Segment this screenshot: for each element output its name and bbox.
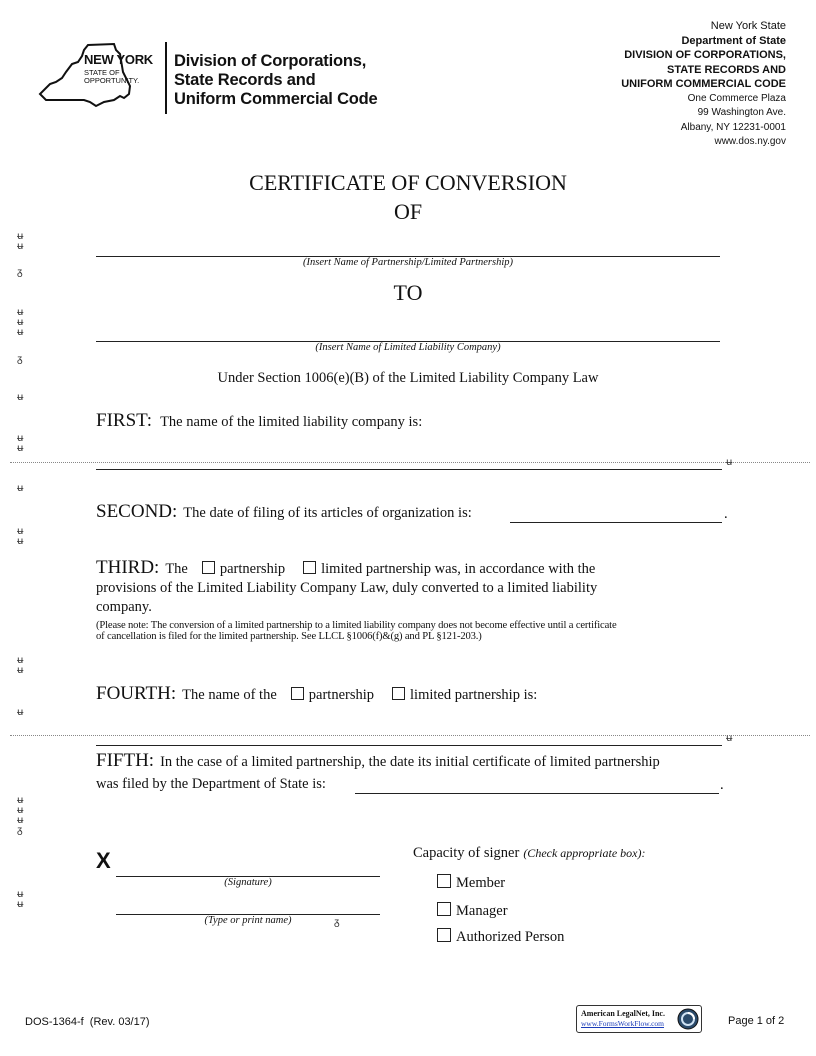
- address-division: DIVISION OF CORPORATIONS,: [624, 49, 786, 61]
- alnet-name: American LegalNet, Inc.: [581, 1009, 665, 1018]
- capacity-hint: (Check appropriate box):: [523, 846, 646, 860]
- third-line-2: provisions of the Limited Liability Company Law, duly converted to a limited liability: [96, 580, 598, 596]
- manager-label: Manager: [456, 903, 508, 919]
- fourth-limited-partnership-label: limited partnership is:: [410, 687, 538, 703]
- logo-opportunity: OPPORTUNITY.: [84, 76, 140, 85]
- margin-mark: ʉ: [726, 457, 733, 468]
- alnet-url[interactable]: www.FormsWorkFlow.com: [581, 1019, 665, 1028]
- signature-label: (Signature): [224, 877, 272, 888]
- logo-divider: [165, 42, 167, 114]
- logo-new-york: NEW YORK: [84, 52, 153, 67]
- second-text: The date of filing of its articles of organization is:: [183, 505, 472, 521]
- second-heading: SECOND:: [96, 501, 178, 522]
- margin-mark: ʉ ʉ: [17, 655, 24, 676]
- third-partnership-checkbox[interactable]: [202, 561, 215, 574]
- address-city: Albany, NY 12231-0001: [680, 121, 786, 133]
- under-section-text: Under Section 1006(e)(B) of the Limited Liability Company Law: [217, 370, 599, 386]
- margin-mark: ᵹ: [17, 354, 23, 365]
- address-street2: 99 Washington Ave.: [697, 107, 786, 118]
- first-heading: FIRST:: [96, 410, 153, 431]
- form-id: DOS-1364-f (Rev. 03/17): [25, 1016, 150, 1028]
- address-street1: One Commerce Plaza: [687, 92, 786, 104]
- capacity-option-member[interactable]: [437, 874, 505, 892]
- third-note-1: (Please note: The conversion of a limited partnership to a limited liability company does not become effective until a certificate: [96, 620, 617, 631]
- third-partnership-label: partnership: [219, 561, 286, 577]
- fourth-partnership-checkbox[interactable]: [291, 687, 304, 700]
- alnet-globe-icon: [677, 1008, 699, 1030]
- articles-date-field[interactable]: [510, 522, 722, 523]
- margin-mark: ᵹ: [17, 267, 23, 278]
- division-line-2: State Records and: [174, 71, 316, 89]
- nys-logo: [26, 42, 386, 118]
- third-the: The: [165, 561, 188, 577]
- american-legalnet-badge[interactable]: [576, 1005, 702, 1033]
- partnership-name-answer-field[interactable]: [96, 745, 722, 746]
- llc-name-label: (Insert Name of Limited Liability Company): [315, 342, 501, 353]
- margin-mark: ʉ: [17, 483, 24, 494]
- third-section: [96, 557, 736, 642]
- address-records: STATE RECORDS AND: [667, 63, 786, 76]
- margin-mark: ʉ ʉ: [17, 526, 24, 547]
- certificate-title: CERTIFICATE OF CONVERSION: [249, 170, 567, 195]
- fifth-period: .: [720, 777, 724, 793]
- fifth-heading: FIFTH:: [96, 750, 155, 771]
- capacity-title: Capacity of signer: [413, 845, 520, 861]
- fourth-section: [96, 683, 537, 705]
- margin-mark: ʉ ʉ ʉ ᵹ: [17, 795, 24, 836]
- margin-mark: ʉ ʉ ʉ: [17, 307, 24, 338]
- margin-mark: ʉ: [17, 392, 24, 403]
- fifth-section: [96, 750, 660, 772]
- fourth-limited-partnership-checkbox[interactable]: [392, 687, 405, 700]
- authorized-person-checkbox[interactable]: [437, 928, 451, 942]
- margin-mark: ʉ: [17, 707, 24, 718]
- certificate-title-of: OF: [393, 199, 423, 224]
- third-heading: THIRD:: [96, 557, 160, 578]
- third-line-3: company.: [96, 599, 152, 615]
- first-text: The name of the limited liability company is:: [160, 414, 423, 430]
- fourth-heading: FOURTH:: [96, 683, 177, 704]
- page-number: Page 1 of 2: [728, 1015, 785, 1027]
- division-line-1: Division of Corporations,: [174, 52, 367, 70]
- fifth-line-1: In the case of a limited partnership, the date its initial certificate of limited partnership: [160, 754, 660, 770]
- capacity-option-manager[interactable]: [437, 902, 508, 920]
- address-block: [621, 19, 786, 150]
- address-website[interactable]: www.dos.ny.gov: [714, 136, 786, 147]
- first-section: [96, 410, 422, 432]
- printed-name-label: (Type or print name): [204, 915, 292, 926]
- second-period: .: [724, 506, 728, 522]
- margin-mark: ᵹ: [334, 917, 340, 928]
- margin-mark: ʉ ʉ: [17, 433, 24, 454]
- member-label: Member: [456, 875, 506, 891]
- logo-state-of: STATE OF: [84, 68, 120, 77]
- manager-checkbox[interactable]: [437, 902, 451, 916]
- division-line-3: Uniform Commercial Code: [174, 90, 378, 108]
- margin-mark: ʉ: [726, 733, 733, 744]
- partnership-name-label: (Insert Name of Partnership/Limited Partnership): [303, 257, 513, 268]
- capacity-title-row: [413, 844, 646, 862]
- address-dept: Department of State: [681, 34, 786, 47]
- third-limited-partnership-label: limited partnership was, in accordance with the: [321, 561, 596, 577]
- margin-mark: ʉ ʉ: [17, 889, 24, 910]
- to-label: TO: [393, 280, 423, 305]
- third-limited-partnership-checkbox[interactable]: [303, 561, 316, 574]
- llc-name-answer-field[interactable]: [96, 469, 722, 470]
- fourth-partnership-label: partnership: [308, 687, 375, 703]
- address-ucc: UNIFORM COMMERCIAL CODE: [621, 78, 786, 90]
- certificate-date-field[interactable]: [355, 793, 719, 794]
- fourth-dotted-guide: [10, 735, 810, 736]
- third-note-2: of cancellation is filed for the limited partnership. See LLCL §1006(f)&(g) and PL §121-203.): [96, 631, 482, 642]
- signature-x-mark: X: [96, 848, 111, 873]
- first-dotted-guide: [10, 462, 810, 463]
- margin-mark: ʉ ʉ: [17, 231, 24, 252]
- capacity-option-authorized[interactable]: [437, 928, 564, 946]
- fifth-line-2: was filed by the Department of State is:: [96, 776, 326, 792]
- second-section: [96, 501, 472, 523]
- authorized-person-label: Authorized Person: [456, 929, 565, 945]
- address-state: New York State: [710, 20, 786, 32]
- fourth-text: The name of the: [182, 687, 277, 703]
- member-checkbox[interactable]: [437, 874, 451, 888]
